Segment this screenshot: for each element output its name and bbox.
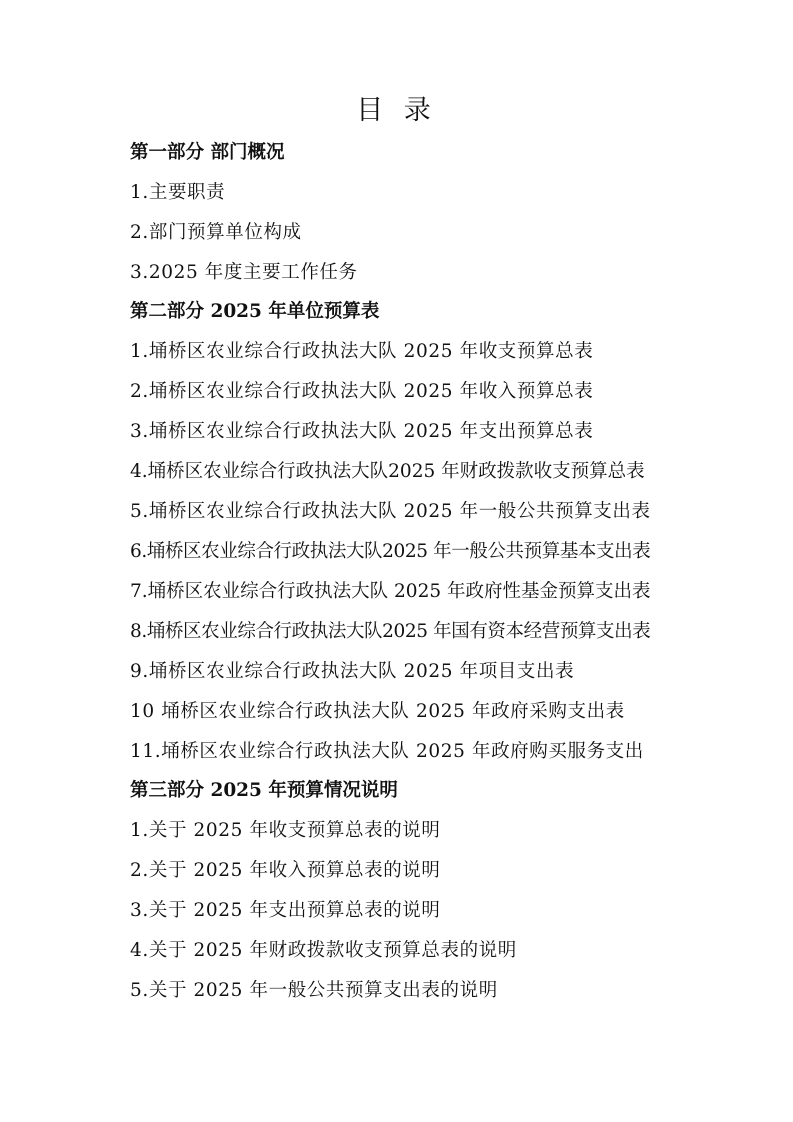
section-heading-1: 第一部分 部门概况: [130, 142, 285, 163]
toc-item-2-4: 4.埇桥区农业综合行政执法大队2025 年财政拨款收支预算总表: [130, 461, 645, 482]
toc-item-3-5: 5.关于 2025 年一般公共预算支出表的说明: [130, 980, 498, 1001]
toc-item-3-2: 2.关于 2025 年收入预算总表的说明: [130, 860, 441, 881]
section-heading-3: 第三部分 2025 年预算情况说明: [130, 780, 398, 801]
toc-item-2-7: 7.埇桥区农业综合行政执法大队 2025 年政府性基金预算支出表: [130, 581, 651, 602]
toc-item-2-1: 1.埇桥区农业综合行政执法大队 2025 年收支预算总表: [130, 341, 594, 362]
toc-item-2-3: 3.埇桥区农业综合行政执法大队 2025 年支出预算总表: [130, 421, 594, 442]
toc-item-3-4: 4.关于 2025 年财政拨款收支预算总表的说明: [130, 940, 517, 961]
toc-item-1-2: 2.部门预算单位构成: [130, 222, 302, 243]
toc-item-1-3: 3.2025 年度主要工作任务: [130, 262, 358, 283]
page-title: 目 录: [356, 95, 437, 126]
toc-item-2-2: 2.埇桥区农业综合行政执法大队 2025 年收入预算总表: [130, 381, 594, 402]
toc-item-2-9: 9.埇桥区农业综合行政执法大队 2025 年项目支出表: [130, 661, 575, 682]
toc-item-2-6: 6.埇桥区农业综合行政执法大队2025 年一般公共预算基本支出表: [130, 541, 651, 562]
toc-item-2-5: 5.埇桥区农业综合行政执法大队 2025 年一般公共预算支出表: [130, 501, 651, 522]
toc-item-1-1: 1.主要职责: [130, 182, 226, 203]
toc-item-2-10: 10 埇桥区农业综合行政执法大队 2025 年政府采购支出表: [130, 701, 625, 722]
toc-item-3-3: 3.关于 2025 年支出预算总表的说明: [130, 900, 441, 921]
toc-item-2-8: 8.埇桥区农业综合行政执法大队2025 年国有资本经营预算支出表: [130, 621, 651, 642]
toc-item-3-1: 1.关于 2025 年收支预算总表的说明: [130, 820, 441, 841]
toc-item-2-11: 11.埇桥区农业综合行政执法大队 2025 年政府购买服务支出: [130, 741, 644, 762]
section-heading-2: 第二部分 2025 年单位预算表: [130, 301, 380, 322]
